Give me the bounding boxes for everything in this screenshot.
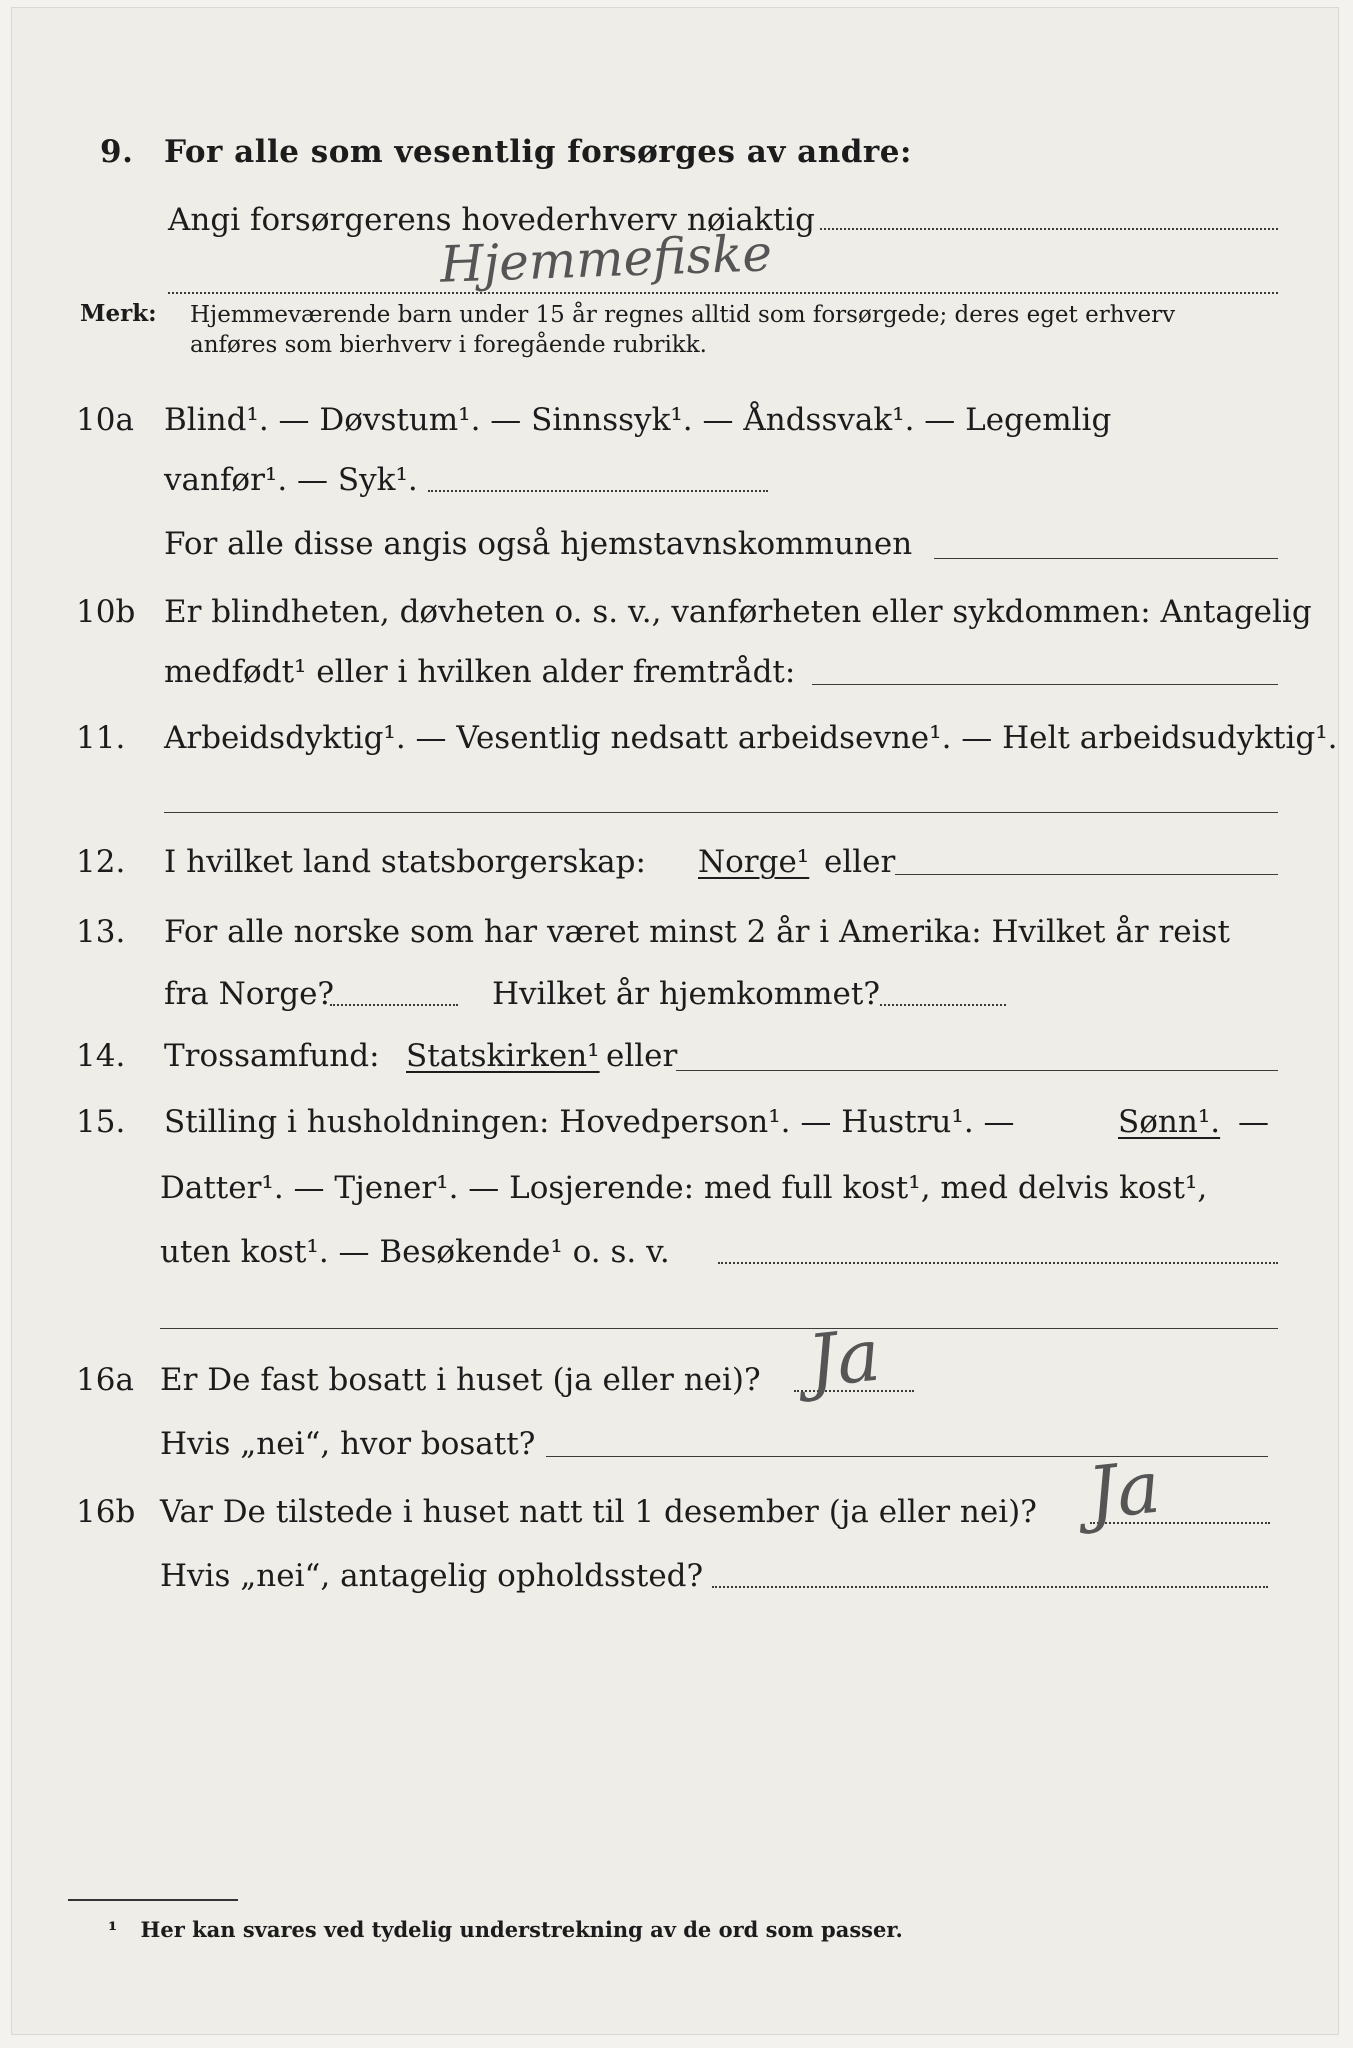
- q16b-row-2: [0, 1556, 1353, 1596]
- q16a-number: 16a: [76, 1362, 134, 1398]
- merk-line-1: Hjemmeværende barn under 15 år regnes alltid som forsørgede; deres eget erhverv: [190, 302, 1176, 328]
- q15-row-2: [0, 1168, 1353, 1208]
- q11-line-1: Arbeidsdyktig¹. — Vesentlig nedsatt arbeidsevne¹. — Helt arbeidsudyktig¹.: [164, 720, 1338, 756]
- q16a-line-1: Er De fast bosatt i huset (ja eller nei)?: [160, 1362, 761, 1398]
- q16b-handwritten-answer: Ja: [1083, 1444, 1164, 1536]
- q15-line-1c: —: [1238, 1104, 1269, 1140]
- q15-row: [0, 1102, 1353, 1142]
- q12-number: 12.: [76, 844, 126, 880]
- q15-number: 15.: [76, 1104, 126, 1140]
- q9-answer-line-2: [168, 292, 1278, 294]
- q14-prefix: Trossamfund:: [164, 1038, 380, 1074]
- q15-answer-line: [718, 1262, 1278, 1264]
- q16b-line-2: Hvis „nei“, antagelig opholdssted?: [160, 1558, 704, 1594]
- q13-line-2b: Hvilket år hjemkommet?: [492, 976, 880, 1012]
- q11-answer-line: [164, 812, 1278, 813]
- q10b-row-2: [0, 652, 1353, 692]
- q10a-line-3: For alle disse angis også hjemstavnskommunen: [164, 526, 913, 562]
- q10a-row-2: [0, 460, 1353, 500]
- q14-option-statskirken: Statskirken¹: [406, 1038, 600, 1074]
- q10a-syk-line: [428, 490, 768, 492]
- q9-number: 9.: [100, 134, 134, 170]
- q9-title: For alle som vesentlig forsørges av andre:: [164, 134, 912, 170]
- q10b-row: [0, 592, 1353, 632]
- q9-row: [0, 132, 1353, 172]
- q14-suffix: eller: [606, 1038, 678, 1074]
- q13-line-1: For alle norske som har været minst 2 år i Amerika: Hvilket år reist: [164, 914, 1230, 950]
- q9-prompt: Angi forsørgerens hovederhverv nøiaktig: [168, 202, 815, 238]
- q10a-line-1: Blind¹. — Døvstum¹. — Sinnssyk¹. — Åndssvak¹. — Legemlig: [164, 402, 1112, 438]
- q11-row: [0, 718, 1353, 758]
- q12-option-norge: Norge¹: [698, 844, 810, 880]
- q10a-line-2: vanfør¹. — Syk¹.: [164, 462, 418, 498]
- q12-answer-line: [895, 874, 1278, 875]
- q10a-kommune-line: [934, 558, 1278, 559]
- q14-answer-line: [676, 1070, 1278, 1071]
- q13-row: [0, 912, 1353, 952]
- q13-number: 13.: [76, 914, 126, 950]
- q9-answer-line: [820, 228, 1278, 230]
- q10a-number: 10a: [76, 402, 134, 438]
- q10b-line-1: Er blindheten, døvheten o. s. v., vanførheten eller sykdommen: Antagelig: [164, 594, 1312, 630]
- q11-number: 11.: [76, 720, 126, 756]
- footnote-text: Her kan svares ved tydelig understrekning av de ord som passer.: [140, 1917, 903, 1942]
- q15-option-sonn: Sønn¹.: [1118, 1104, 1221, 1140]
- q10b-number: 10b: [76, 594, 136, 630]
- q13-line-2a: fra Norge?: [164, 976, 335, 1012]
- q12-row: [0, 842, 1353, 882]
- q14-number: 14.: [76, 1038, 126, 1074]
- q10a-row: [0, 400, 1353, 440]
- q12-prefix: I hvilket land statsborgerskap:: [164, 844, 646, 880]
- q15-line-2: Datter¹. — Tjener¹. — Losjerende: med full kost¹, med delvis kost¹,: [160, 1170, 1208, 1206]
- footnote: [108, 1917, 903, 1942]
- q13-row-2: [0, 974, 1353, 1014]
- q16b-line-1: Var De tilstede i huset natt til 1 desember (ja eller nei)?: [160, 1494, 1037, 1530]
- merk-line-2: anføres som bierhverv i foregående rubrikk.: [190, 332, 707, 358]
- q15-answer-line-2: [160, 1328, 1278, 1329]
- q10b-answer-line: [812, 684, 1278, 685]
- q13-hjemkommet-line: [880, 1004, 1006, 1006]
- q15-row-3: [0, 1232, 1353, 1272]
- footnote-rule: [68, 1899, 238, 1901]
- q16a-handwritten-answer: Ja: [803, 1312, 884, 1404]
- q13-reist-line: [330, 1004, 458, 1006]
- q16b-opholdssted-line: [712, 1586, 1268, 1588]
- q15-line-3: uten kost¹. — Besøkende¹ o. s. v.: [160, 1234, 670, 1270]
- q12-suffix: eller: [824, 844, 896, 880]
- q10b-line-2: medfødt¹ eller i hvilken alder fremtrådt:: [164, 654, 796, 690]
- q16a-line-2: Hvis „nei“, hvor bosatt?: [160, 1426, 536, 1462]
- merk-label: Merk:: [80, 300, 157, 327]
- q16b-number: 16b: [76, 1494, 136, 1530]
- q9-handwritten-answer: Hjemmefiske: [439, 224, 773, 294]
- q15-line-1a: Stilling i husholdningen: Hovedperson¹. — Hustru¹. —: [164, 1104, 1015, 1140]
- footnote-mark: ¹: [108, 1917, 118, 1942]
- q16a-bosatt-line: [546, 1456, 1268, 1457]
- q16a-row: [0, 1360, 1353, 1400]
